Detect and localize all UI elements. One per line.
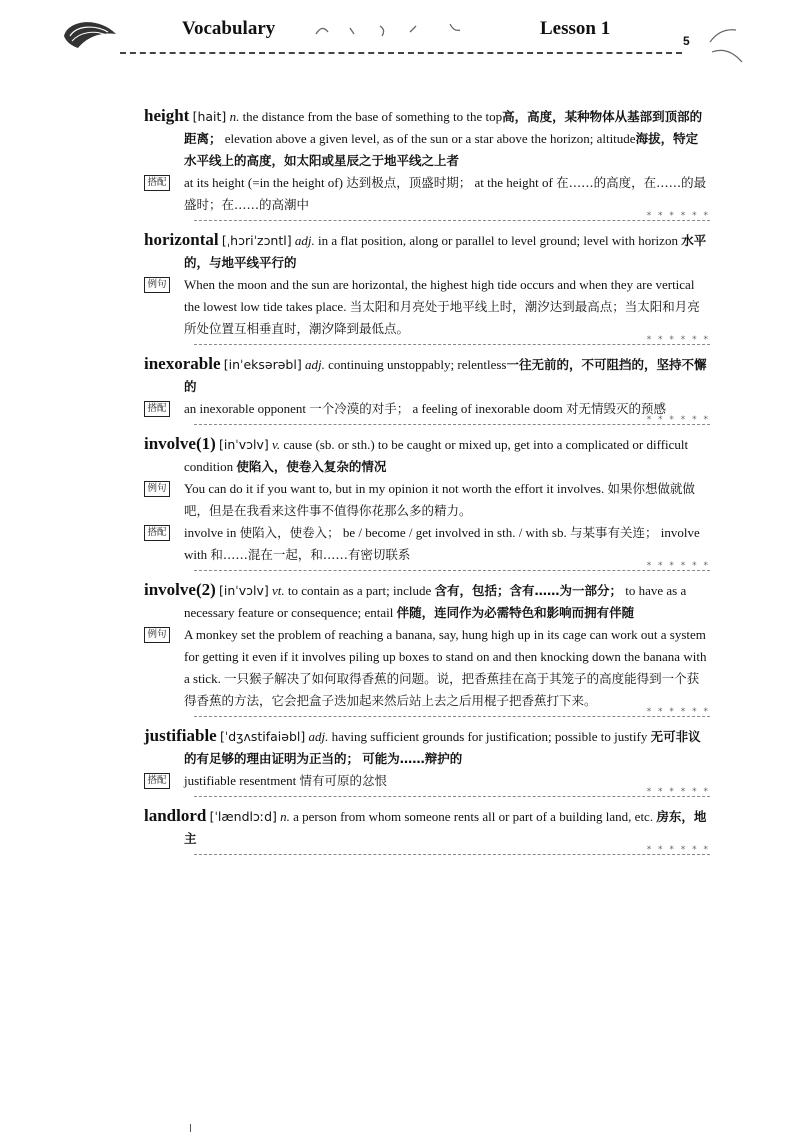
pronunciation: [inˈeksərəbl] — [223, 357, 302, 372]
example-sentence — [144, 624, 710, 712]
separator-stars: * * * * * * — [646, 415, 710, 425]
headword: landlord — [144, 806, 207, 825]
definition-en: to have as a necessary feature or consequence; entail — [184, 583, 687, 620]
collocation-zh: 和……混在一起，和……有密切联系 — [210, 547, 411, 562]
collocation-en: at its height (=in the height of) — [184, 175, 343, 190]
entry-horizontal — [144, 229, 710, 353]
separator-stars: * * * * * * — [646, 787, 710, 797]
pronunciation: [ˈlændlɔːd] — [209, 809, 277, 824]
entry-justifiable — [144, 725, 710, 805]
headword: justifiable — [144, 726, 217, 745]
page-number: 5 — [683, 34, 690, 48]
definition-zh: 房东，地主 — [184, 809, 707, 846]
collocation-tag: 搭配 — [144, 525, 170, 541]
part-of-speech: adj. — [294, 233, 315, 248]
collocation-zh: 情有可原的忿恨 — [299, 773, 388, 788]
example-tag: 例句 — [144, 627, 170, 643]
definition-en: cause (sb. or sth.) to be caught or mixed up, get into a complicated or difficult condition — [184, 437, 689, 474]
collocation-zh: 对无情毁灭的预感 — [565, 401, 666, 416]
part-of-speech: n. — [280, 809, 290, 824]
definition-en: in a flat position, along or parallel to level ground; level with horizon — [318, 233, 678, 248]
pronunciation: [ˌhɔriˈzɔntl] — [221, 233, 292, 248]
example-sentence — [144, 274, 710, 340]
bird-sketch-icon — [310, 20, 480, 42]
entry-involve-2 — [144, 579, 710, 725]
separator-stars: * * * * * * — [646, 845, 710, 855]
definition-zh: 含有，包括；含有……为一部分； — [434, 583, 622, 598]
definition-en: to contain as a part; include — [287, 583, 432, 598]
separator-stars: * * * * * * — [646, 335, 710, 345]
separator-stars: * * * * * * — [646, 561, 710, 571]
collocation — [144, 398, 710, 420]
example-en: A monkey set the problem of reaching a banana, say, hung high up in its cage can work out a system for getting it even if it involves piling up boxes to stand on and then knocking down the banana with a stick. — [184, 627, 707, 686]
collocation-zh: 与某事有关连； — [569, 525, 658, 540]
collocation — [144, 770, 710, 792]
separator-stars: * * * * * * — [646, 707, 710, 717]
definition — [144, 353, 710, 398]
pronunciation: [inˈvɔlv] — [219, 437, 269, 452]
collocation-tag: 搭配 — [144, 773, 170, 789]
separator-stars: * * * * * * — [646, 211, 710, 221]
definition — [144, 229, 710, 274]
pronunciation: [hait] — [192, 109, 227, 124]
example-tag: 例句 — [144, 481, 170, 497]
example-tag: 例句 — [144, 277, 170, 293]
entry-height — [144, 105, 710, 229]
part-of-speech: n. — [229, 109, 240, 124]
collocation — [144, 172, 710, 216]
headword: involve(1) — [144, 434, 216, 453]
collocation-tag: 搭配 — [144, 175, 170, 191]
part-of-speech: adj. — [304, 357, 325, 372]
entry-landlord — [144, 805, 710, 863]
collocation-en: justifiable resentment — [184, 773, 297, 788]
definition-en: continuing unstoppably; relentless — [328, 357, 507, 372]
pronunciation: [ˈdʒʌstifaiəbl] — [219, 729, 306, 744]
example-en: You can do it if you want to, but in my opinion it not worth the effort it involves. — [184, 481, 605, 496]
margin-tick-mark — [190, 1124, 191, 1132]
header-dashed-rule — [120, 52, 682, 54]
example-en: When the moon and the sun are horizontal, the highest high tide occurs and when they are vertical the lowest low tide takes place. — [184, 277, 695, 314]
collocation-tag: 搭配 — [144, 401, 170, 417]
entry-separator — [194, 211, 710, 229]
definition-zh: 海拔，特定水平线上的高度，如太阳或星辰之于地平线之上者 — [184, 131, 699, 168]
entry-separator — [194, 707, 710, 725]
collocation-en: a feeling of inexorable doom — [412, 401, 563, 416]
collocation-en: involve in — [184, 525, 237, 540]
definition-zh: 伴随，连同作为必需特色和影响而拥有伴随 — [396, 605, 635, 620]
collocation-en: be / become / get involved in sth. / with sb. — [342, 525, 567, 540]
entry-separator — [194, 415, 710, 433]
page-header — [0, 0, 800, 80]
definition — [144, 579, 710, 624]
pronunciation: [inˈvɔlv] — [219, 583, 269, 598]
entry-involve-1 — [144, 433, 710, 579]
collocation-zh: 达到极点，顶盛时期； — [346, 175, 472, 190]
collocation — [144, 522, 710, 566]
example-zh: 一只猴子解决了如何取得香蕉的问题。说，把香蕉挂在高于其笼子的高度能得到一个获得香蕉的方法，它会把盒子迭加起来然后站上去之后用棍子把香蕉打下来。 — [184, 671, 700, 708]
definition-en: having sufficient grounds for justification; possible to justify — [331, 729, 648, 744]
definition-zh: 可能为……辩护的 — [362, 751, 463, 766]
example-zh: 如果你想做就做吧，但是在我看来这件事不值得你花那么多的精力。 — [184, 481, 695, 518]
definition-zh: 高，高度，某种物体从基部到顶部的距离； — [184, 109, 703, 146]
headword: height — [144, 106, 190, 125]
definition — [144, 725, 710, 770]
collocation-en: an inexorable opponent — [184, 401, 307, 416]
collocation-zh: 一个冷漠的对手； — [309, 401, 410, 416]
definition-en: a person from whom someone rents all or part of a building land, etc. — [293, 809, 654, 824]
headword: horizontal — [144, 230, 219, 249]
part-of-speech: vt. — [272, 583, 285, 598]
definition — [144, 105, 710, 172]
collocation-zh: 使陷入，使卷入； — [239, 525, 340, 540]
entry-separator — [194, 845, 710, 863]
entry-separator — [194, 335, 710, 353]
headword: inexorable — [144, 354, 221, 373]
collocation-en: at the height of — [474, 175, 553, 190]
header-vocabulary-title: Vocabulary — [182, 18, 276, 39]
shell-ornament-icon — [58, 14, 122, 58]
definition-zh: 使陷入，使卷入复杂的情况 — [236, 459, 387, 474]
definition-zh: 无可非议的有足够的理由证明为正当的； — [184, 729, 701, 766]
collocation-en: involve with — [184, 525, 700, 562]
definition-zh: 水平的，与地平线平行的 — [184, 233, 707, 270]
header-lesson-title: Lesson 1 — [540, 18, 611, 39]
entry-separator — [194, 561, 710, 579]
feather-ornament-icon — [700, 22, 756, 78]
definition-zh: 一往无前的，不可阻挡的，坚持不懈的 — [184, 357, 707, 394]
headword: involve(2) — [144, 580, 216, 599]
definition-en: the distance from the base of something to the top — [242, 109, 503, 124]
example-zh: 当太阳和月亮处于地平线上时，潮汐达到最高点；当太阳和月亮所处位置互相垂直时，潮汐降到最低点。 — [184, 299, 700, 336]
example-sentence — [144, 478, 710, 522]
collocation-zh: 在……的高度，在……的最盛时；在……的高潮中 — [184, 175, 707, 212]
definition — [144, 433, 710, 478]
definition-en: elevation above a given level, as of the sun or a star above the horizon; altitude — [224, 131, 636, 146]
part-of-speech: v. — [272, 437, 281, 452]
definition — [144, 805, 710, 850]
part-of-speech: adj. — [308, 729, 329, 744]
entry-inexorable — [144, 353, 710, 433]
entry-separator — [194, 787, 710, 805]
vocabulary-list — [144, 105, 710, 863]
